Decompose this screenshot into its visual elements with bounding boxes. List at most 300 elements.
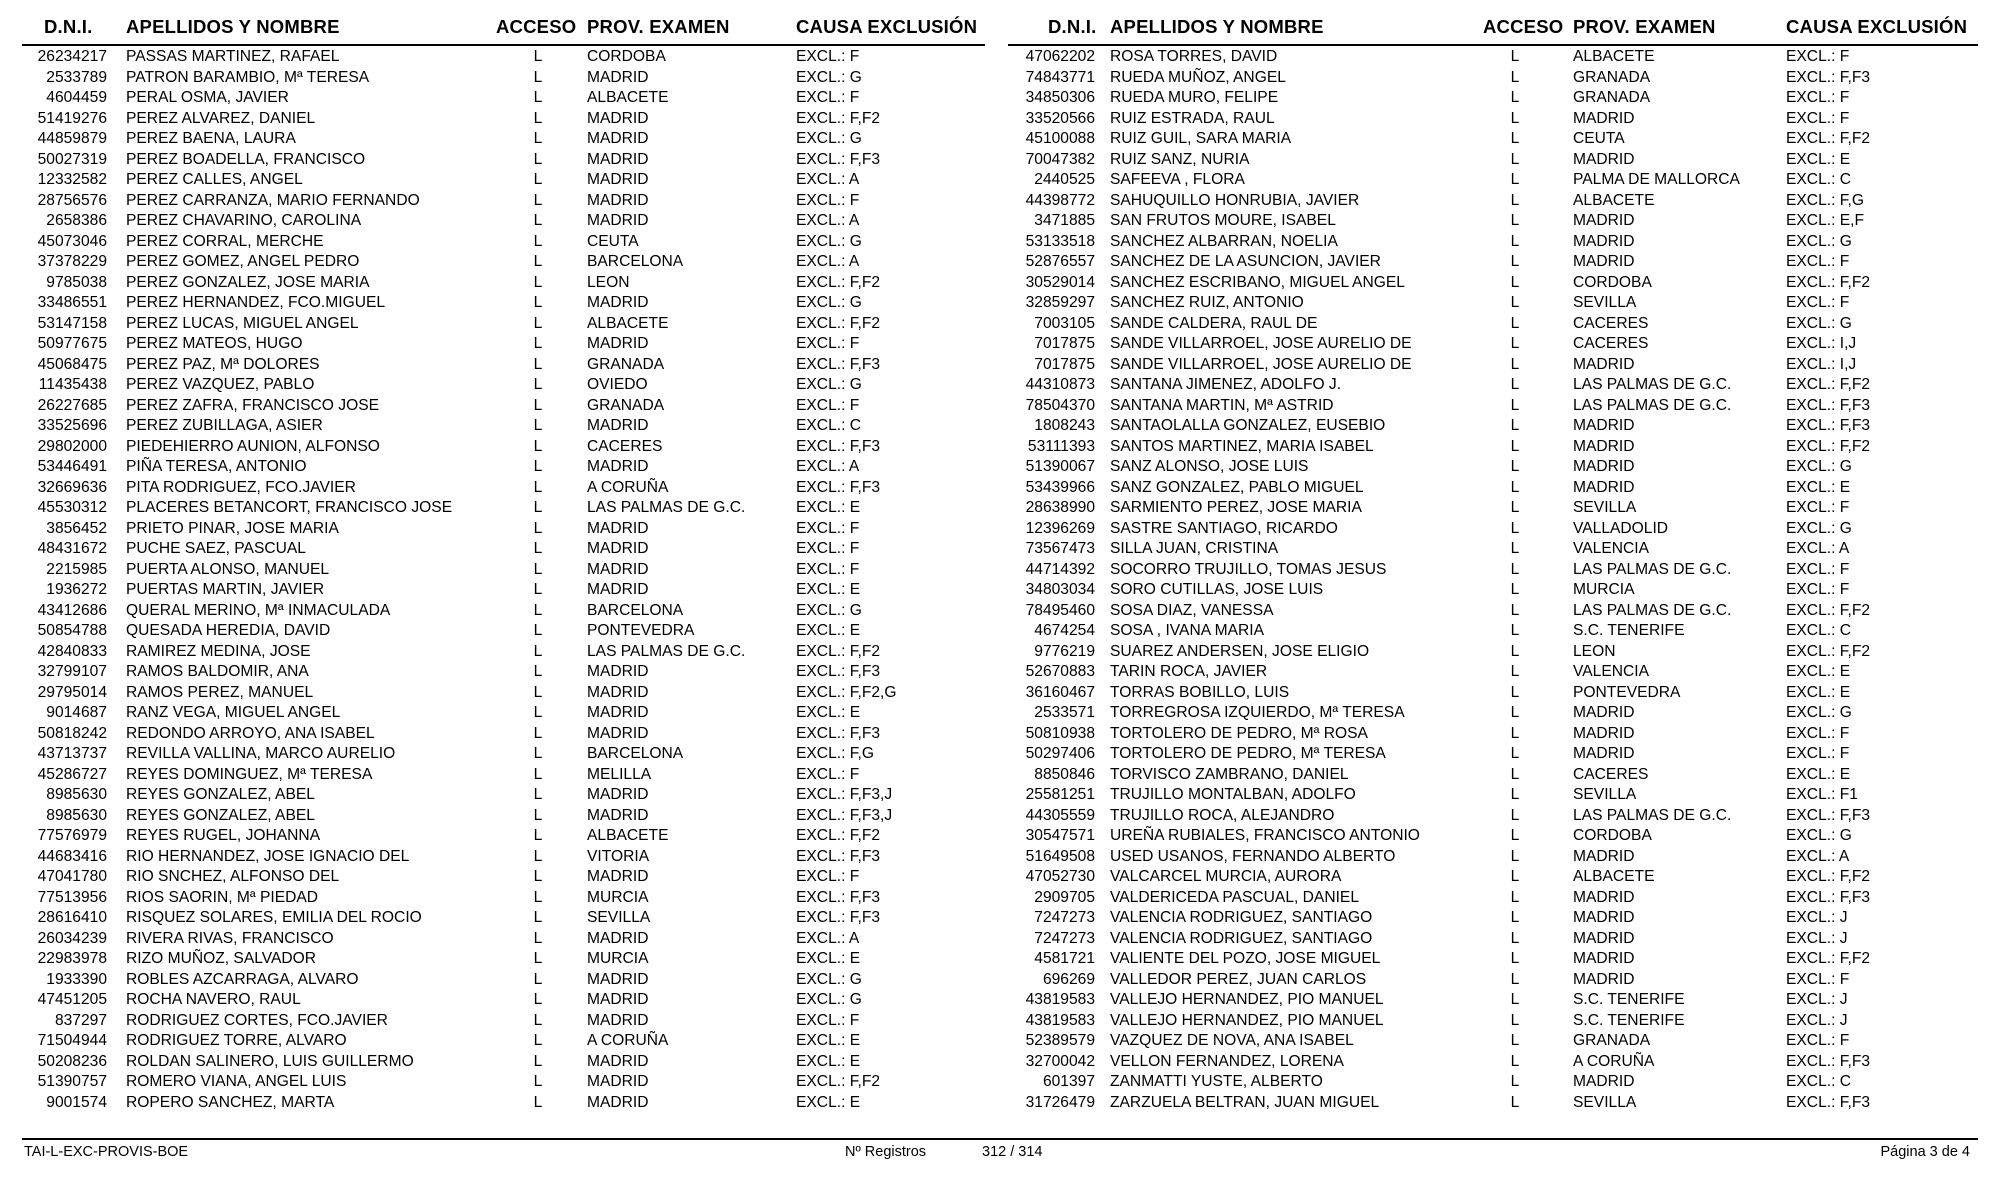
cell-access: L — [533, 642, 543, 660]
cell-name: QUERAL MERINO, Mª INMACULADA — [126, 601, 391, 619]
cell-name: TORVISCO ZAMBRANO, DANIEL — [1110, 765, 1349, 783]
table-row — [22, 1010, 985, 1031]
cell-province: CORDOBA — [1573, 273, 1652, 291]
cell-dni: 601397 — [1042, 1073, 1095, 1090]
cell-cause: EXCL.: F — [796, 1011, 860, 1029]
cell-province: BARCELONA — [587, 601, 684, 619]
cell-dni: 73567473 — [1025, 540, 1095, 557]
table-row — [1008, 292, 1978, 313]
table-row — [1008, 1030, 1978, 1051]
cell-province: MADRID — [587, 663, 649, 680]
cell-dni: 30529014 — [1025, 273, 1095, 291]
table-row — [22, 559, 985, 580]
cell-cause: EXCL.: F — [1786, 970, 1850, 988]
cell-province: GRANADA — [587, 396, 665, 414]
cell-dni: 50027319 — [37, 150, 107, 168]
cell-dni: 43713737 — [37, 745, 107, 762]
cell-name: PLACERES BETANCORT, FRANCISCO JOSE — [126, 499, 453, 516]
table-row — [22, 169, 985, 190]
table-row — [22, 805, 985, 826]
cell-cause: EXCL.: F — [1786, 724, 1850, 742]
cell-access: L — [533, 212, 543, 229]
cell-province: MADRID — [1573, 253, 1635, 270]
cell-name: VALENCIA RODRIGUEZ, SANTIAGO — [1110, 929, 1373, 947]
cell-cause: EXCL.: E — [1786, 683, 1851, 701]
cell-name: PEREZ HERNANDEZ, FCO.MIGUEL — [126, 294, 386, 311]
cell-cause: EXCL.: F,F3 — [796, 909, 881, 926]
table-row — [1008, 149, 1978, 170]
cell-province: SEVILLA — [1573, 499, 1637, 516]
cell-cause: EXCL.: G — [796, 68, 862, 86]
cell-cause: EXCL.: C — [1786, 171, 1851, 188]
cell-dni: 33486551 — [37, 294, 107, 311]
cell-cause: EXCL.: F — [796, 191, 860, 209]
cell-access: L — [533, 888, 543, 906]
cell-name: RAMIREZ MEDINA, JOSE — [126, 642, 311, 660]
table-row — [22, 1051, 985, 1072]
cell-province: MADRID — [587, 109, 649, 127]
cell-dni: 47451205 — [37, 991, 107, 1008]
cell-dni: 8985630 — [46, 806, 107, 824]
cell-access: L — [1510, 109, 1520, 127]
cell-cause: EXCL.: F,F2 — [796, 109, 881, 127]
cell-access: L — [1510, 642, 1520, 660]
cell-name: QUESADA HEREDIA, DAVID — [126, 622, 331, 639]
cell-dni: 7003105 — [1034, 314, 1095, 332]
cell-dni: 50977675 — [37, 335, 107, 352]
cell-dni: 28616410 — [37, 909, 107, 926]
cell-name: ROPERO SANCHEZ, MARTA — [126, 1093, 335, 1111]
cell-cause: EXCL.: F,F3 — [796, 355, 881, 373]
cell-name: SANTANA JIMENEZ, ADOLFO J. — [1110, 376, 1342, 393]
cell-province: VALLADOLID — [1573, 519, 1669, 537]
cell-dni: 32669636 — [37, 478, 107, 496]
cell-cause: EXCL.: F,F2 — [1786, 642, 1871, 660]
cell-cause: EXCL.: C — [796, 417, 861, 434]
cell-access: L — [533, 150, 543, 168]
cell-province: MADRID — [587, 786, 649, 803]
cell-name: PEREZ MATEOS, HUGO — [126, 335, 303, 352]
table-row — [22, 251, 985, 272]
cell-access: L — [1510, 704, 1520, 721]
cell-name: SAN FRUTOS MOURE, ISABEL — [1110, 212, 1336, 229]
cell-dni: 2533789 — [46, 68, 107, 86]
cell-name: PEREZ ZAFRA, FRANCISCO JOSE — [126, 396, 379, 414]
cell-access: L — [533, 950, 543, 967]
cell-dni: 3471885 — [1034, 212, 1095, 229]
cell-province: MADRID — [587, 704, 649, 721]
cell-dni: 34850306 — [1025, 89, 1095, 106]
cell-province: MADRID — [587, 1073, 649, 1090]
cell-name: PEREZ BAENA, LAURA — [126, 130, 296, 147]
cell-cause: EXCL.: E — [796, 581, 861, 598]
cell-province: SEVILLA — [1573, 294, 1637, 311]
cell-dni: 51390067 — [1025, 458, 1095, 475]
table-row — [1008, 989, 1978, 1010]
table-row — [22, 231, 985, 252]
table-row — [22, 415, 985, 436]
cell-access: L — [1510, 970, 1520, 988]
cell-province: CACERES — [1573, 335, 1649, 352]
cell-dni: 9776219 — [1034, 642, 1095, 660]
cell-cause: EXCL.: F,F2 — [796, 642, 881, 660]
table-row — [22, 87, 985, 108]
cell-name: SASTRE SANTIAGO, RICARDO — [1110, 519, 1338, 537]
cell-name: PEREZ ALVAREZ, DANIEL — [126, 109, 316, 127]
cell-dni: 44859879 — [37, 130, 107, 147]
cell-province: CORDOBA — [587, 48, 666, 65]
cell-access: L — [533, 909, 543, 926]
cell-name: RODRIGUEZ CORTES, FCO.JAVIER — [126, 1011, 388, 1029]
cell-access: L — [1510, 950, 1520, 967]
table-row — [1008, 190, 1978, 211]
cell-name: RIVERA RIVAS, FRANCISCO — [126, 929, 334, 947]
table-row — [1008, 805, 1978, 826]
cell-dni: 4581721 — [1034, 950, 1095, 967]
cell-name: RUEDA MURO, FELIPE — [1110, 89, 1279, 106]
table-row — [1008, 67, 1978, 88]
cell-dni: 29795014 — [37, 683, 107, 701]
cell-dni: 28638990 — [1025, 499, 1095, 516]
cell-name: PEREZ GONZALEZ, JOSE MARIA — [126, 273, 370, 291]
cell-cause: EXCL.: A — [796, 212, 860, 229]
cell-province: MADRID — [1573, 458, 1635, 475]
cell-province: LAS PALMAS DE G.C. — [1573, 396, 1732, 414]
cell-province: A CORUÑA — [587, 1032, 669, 1049]
cell-name: ZANMATTI YUSTE, ALBERTO — [1110, 1073, 1323, 1090]
cell-cause: EXCL.: E — [796, 950, 861, 967]
cell-province: BARCELONA — [587, 253, 684, 270]
cell-name: SAFEEVA , FLORA — [1110, 171, 1245, 188]
cell-province: LAS PALMAS DE G.C. — [587, 499, 746, 516]
cell-access: L — [533, 806, 543, 824]
cell-access: L — [533, 827, 543, 844]
cell-access: L — [533, 232, 543, 250]
cell-name: REYES RUGEL, JOHANNA — [126, 827, 321, 844]
cell-dni: 52670883 — [1025, 663, 1095, 680]
table-row — [22, 128, 985, 149]
cell-name: RODRIGUEZ TORRE, ALVARO — [126, 1032, 347, 1049]
page-number: Página 3 de 4 — [1880, 1144, 1970, 1160]
cell-access: L — [1510, 89, 1520, 106]
header-province: PROV. EXAMEN — [587, 16, 730, 37]
table-row — [1008, 87, 1978, 108]
cell-name: PEREZ CARRANZA, MARIO FERNANDO — [126, 191, 420, 209]
cell-dni: 52876557 — [1025, 253, 1095, 270]
cell-access: L — [533, 540, 543, 557]
cell-cause: EXCL.: G — [796, 970, 862, 988]
cell-province: MADRID — [1573, 437, 1635, 455]
cell-access: L — [1510, 355, 1520, 373]
cell-province: SEVILLA — [1573, 1093, 1637, 1111]
table-row — [22, 436, 985, 457]
cell-name: REDONDO ARROYO, ANA ISABEL — [126, 724, 375, 742]
cell-access: L — [1510, 273, 1520, 291]
cell-cause: EXCL.: E,F — [1786, 212, 1864, 229]
cell-dni: 26034239 — [37, 929, 107, 947]
cell-access: L — [1510, 581, 1520, 598]
cell-access: L — [533, 191, 543, 209]
cell-access: L — [533, 335, 543, 352]
cell-cause: EXCL.: C — [1786, 622, 1851, 639]
cell-access: L — [533, 765, 543, 783]
cell-cause: EXCL.: F — [1786, 294, 1850, 311]
cell-access: L — [533, 991, 543, 1008]
cell-dni: 45073046 — [37, 232, 107, 250]
cell-access: L — [1510, 48, 1520, 65]
cell-cause: EXCL.: F,F3 — [1786, 806, 1871, 824]
table-row — [22, 743, 985, 764]
cell-access: L — [1510, 499, 1520, 516]
table-row — [1008, 846, 1978, 867]
table-row — [1008, 128, 1978, 149]
cell-access: L — [1510, 396, 1520, 414]
cell-name: PEREZ BOADELLA, FRANCISCO — [126, 150, 366, 168]
cell-name: SANZ ALONSO, JOSE LUIS — [1110, 458, 1309, 475]
cell-province: MADRID — [587, 335, 649, 352]
cell-name: PITA RODRIGUEZ, FCO.JAVIER — [126, 478, 356, 496]
cell-dni: 11435438 — [38, 376, 107, 393]
cell-cause: EXCL.: F — [796, 868, 860, 885]
exclusion-table-right — [1008, 14, 1978, 1112]
cell-dni: 837297 — [54, 1011, 107, 1029]
cell-dni: 29802000 — [37, 437, 107, 455]
cell-province: MADRID — [1573, 847, 1635, 865]
cell-access: L — [1510, 909, 1520, 926]
cell-dni: 45100088 — [1025, 130, 1095, 147]
table-row — [22, 825, 985, 846]
cell-dni: 26234217 — [37, 48, 107, 65]
cell-province: MADRID — [587, 868, 649, 885]
cell-dni: 50208236 — [37, 1052, 107, 1070]
cell-access: L — [533, 130, 543, 147]
table-row — [1008, 415, 1978, 436]
cell-name: TORTOLERO DE PEDRO, Mª ROSA — [1110, 724, 1368, 742]
cell-name: PEREZ CHAVARINO, CAROLINA — [126, 212, 362, 229]
cell-cause: EXCL.: F,F3,J — [796, 806, 893, 824]
cell-dni: 3856452 — [46, 519, 107, 537]
cell-access: L — [1510, 519, 1520, 537]
cell-dni: 78504370 — [1025, 396, 1095, 414]
cell-province: MADRID — [1573, 150, 1635, 168]
table-row — [22, 272, 985, 293]
cell-dni: 43412686 — [37, 601, 107, 619]
table-row — [1008, 723, 1978, 744]
cell-name: RIOS SAORIN, Mª PIEDAD — [126, 888, 319, 906]
cell-province: MURCIA — [1573, 581, 1635, 598]
table-row — [22, 784, 985, 805]
page-footer — [0, 1142, 2000, 1172]
table-row — [22, 497, 985, 518]
cell-province: MADRID — [1573, 929, 1635, 947]
exclusion-table-left — [22, 14, 985, 1112]
table-row — [22, 1071, 985, 1092]
cell-name: PUERTA ALONSO, MANUEL — [126, 560, 330, 578]
cell-name: SARMIENTO PEREZ, JOSE MARIA — [1110, 499, 1362, 516]
table-row — [22, 149, 985, 170]
cell-access: L — [533, 581, 543, 598]
cell-cause: EXCL.: F,F2 — [1786, 437, 1871, 455]
cell-access: L — [1510, 314, 1520, 332]
cell-name: VALENCIA RODRIGUEZ, SANTIAGO — [1110, 909, 1373, 926]
cell-province: MADRID — [587, 191, 649, 209]
cell-name: PASSAS MARTINEZ, RAFAEL — [126, 48, 340, 65]
cell-access: L — [1510, 827, 1520, 844]
table-row — [22, 948, 985, 969]
cell-dni: 1936272 — [46, 581, 107, 598]
cell-dni: 45530312 — [37, 499, 107, 516]
cell-name: RAMOS BALDOMIR, ANA — [126, 663, 309, 680]
table-row — [22, 374, 985, 395]
cell-name: VALLEJO HERNANDEZ, PIO MANUEL — [1110, 991, 1384, 1008]
cell-name: VALCARCEL MURCIA, AURORA — [1110, 868, 1342, 885]
cell-name: ROSA TORRES, DAVID — [1110, 48, 1278, 65]
table-row — [22, 210, 985, 231]
cell-dni: 696269 — [1042, 970, 1095, 988]
table-row — [22, 1030, 985, 1051]
cell-cause: EXCL.: A — [796, 458, 860, 475]
cell-access: L — [1510, 376, 1520, 393]
table-row — [22, 907, 985, 928]
cell-cause: EXCL.: F — [796, 560, 860, 578]
cell-cause: EXCL.: F,F3 — [1786, 1052, 1871, 1070]
cell-name: VALDERICEDA PASCUAL, DANIEL — [1110, 888, 1360, 906]
cell-dni: 30547571 — [1025, 827, 1095, 844]
table-row — [1008, 538, 1978, 559]
cell-province: PONTEVEDRA — [587, 622, 695, 639]
cell-dni: 8985630 — [46, 786, 107, 803]
cell-cause: EXCL.: F — [1786, 109, 1850, 127]
table-row — [22, 887, 985, 908]
cell-access: L — [1510, 437, 1520, 455]
cell-access: L — [533, 622, 543, 639]
cell-name: TORREGROSA IZQUIERDO, Mª TERESA — [1110, 704, 1405, 721]
table-row — [1008, 1010, 1978, 1031]
cell-name: TORRAS BOBILLO, LUIS — [1110, 683, 1290, 701]
cell-province: MADRID — [1573, 478, 1635, 496]
cell-dni: 1933390 — [46, 970, 107, 988]
table-row — [22, 456, 985, 477]
cell-name: SANDE CALDERA, RAUL DE — [1110, 314, 1318, 332]
cell-cause: EXCL.: G — [796, 376, 862, 393]
cell-access: L — [533, 663, 543, 680]
cell-name: PUCHE SAEZ, PASCUAL — [126, 540, 306, 557]
cell-dni: 32700042 — [1025, 1052, 1095, 1070]
cell-province: OVIEDO — [587, 376, 648, 393]
header-province: PROV. EXAMEN — [1573, 16, 1716, 37]
cell-dni: 43819583 — [1025, 1011, 1095, 1029]
cell-dni: 44398772 — [1025, 191, 1095, 209]
cell-access: L — [1510, 847, 1520, 865]
cell-name: RUIZ ESTRADA, RAUL — [1110, 109, 1275, 127]
cell-province: PONTEVEDRA — [1573, 683, 1681, 701]
cell-cause: EXCL.: F — [796, 765, 860, 783]
table-row — [22, 395, 985, 416]
cell-cause: EXCL.: F,F3 — [1786, 1093, 1871, 1111]
cell-province: MADRID — [587, 1052, 649, 1070]
cell-access: L — [1510, 601, 1520, 619]
table-row — [22, 46, 985, 67]
cell-province: GRANADA — [1573, 68, 1651, 86]
table-row — [1008, 169, 1978, 190]
cell-access: L — [533, 1093, 543, 1111]
cell-dni: 2215985 — [46, 560, 107, 578]
cell-province: MADRID — [587, 171, 649, 188]
cell-cause: EXCL.: G — [796, 294, 862, 311]
cell-cause: EXCL.: F — [1786, 1032, 1850, 1049]
cell-cause: EXCL.: G — [1786, 519, 1852, 537]
cell-province: A CORUÑA — [1573, 1052, 1655, 1070]
cell-province: ALBACETE — [1573, 868, 1655, 885]
cell-cause: EXCL.: E — [1786, 478, 1851, 496]
cell-access: L — [1510, 1093, 1520, 1111]
cell-name: RIZO MUÑOZ, SALVADOR — [126, 950, 317, 967]
cell-dni: 45286727 — [37, 765, 107, 783]
table-row — [1008, 866, 1978, 887]
cell-name: ROLDAN SALINERO, LUIS GUILLERMO — [126, 1052, 414, 1070]
cell-dni: 28756576 — [37, 191, 107, 209]
cell-dni: 22983978 — [37, 950, 107, 967]
cell-province: MADRID — [587, 806, 649, 824]
cell-province: ALBACETE — [587, 314, 669, 332]
cell-dni: 50854788 — [37, 622, 107, 639]
cell-access: L — [533, 519, 543, 537]
cell-dni: 33525696 — [37, 417, 107, 434]
cell-dni: 4604459 — [46, 89, 107, 106]
cell-name: RIO HERNANDEZ, JOSE IGNACIO DEL — [126, 847, 410, 865]
cell-province: VALENCIA — [1573, 540, 1649, 557]
cell-access: L — [533, 724, 543, 742]
cell-dni: 48431672 — [37, 540, 107, 557]
cell-name: RAMOS PEREZ, MANUEL — [126, 683, 314, 701]
cell-name: TRUJILLO ROCA, ALEJANDRO — [1110, 806, 1335, 824]
cell-dni: 44305559 — [1025, 806, 1095, 824]
cell-cause: EXCL.: E — [796, 1093, 861, 1111]
cell-access: L — [1510, 335, 1520, 352]
cell-access: L — [533, 1052, 543, 1070]
cell-cause: EXCL.: A — [1786, 540, 1850, 557]
cell-province: MURCIA — [587, 950, 649, 967]
cell-province: GRANADA — [1573, 89, 1651, 106]
cell-dni: 44683416 — [37, 847, 107, 865]
cell-name: VELLON FERNANDEZ, LORENA — [1110, 1052, 1344, 1070]
cell-cause: EXCL.: I,J — [1786, 355, 1857, 373]
table-row — [1008, 661, 1978, 682]
cell-access: L — [1510, 622, 1520, 639]
table-row — [1008, 764, 1978, 785]
table-row — [22, 702, 985, 723]
table-row — [22, 846, 985, 867]
cell-name: RUIZ GUIL, SARA MARIA — [1110, 130, 1292, 147]
cell-name: REYES GONZALEZ, ABEL — [126, 806, 315, 824]
cell-cause: EXCL.: F,F2 — [1786, 950, 1871, 967]
cell-access: L — [533, 171, 543, 188]
cell-cause: EXCL.: E — [796, 1032, 861, 1049]
cell-dni: 36160467 — [1025, 683, 1095, 701]
cell-cause: EXCL.: A — [796, 929, 860, 947]
cell-access: L — [533, 1032, 543, 1049]
cell-province: S.C. TENERIFE — [1573, 622, 1685, 639]
cell-province: S.C. TENERIFE — [1573, 991, 1685, 1008]
cell-dni: 7017875 — [1034, 355, 1095, 373]
cell-dni: 32859297 — [1025, 294, 1095, 311]
cell-province: S.C. TENERIFE — [1573, 1011, 1685, 1029]
cell-access: L — [533, 417, 543, 434]
cell-dni: 25581251 — [1025, 786, 1095, 803]
cell-access: L — [1510, 745, 1520, 762]
cell-name: PATRON BARAMBIO, Mª TERESA — [126, 68, 370, 86]
cell-province: MADRID — [587, 683, 649, 701]
